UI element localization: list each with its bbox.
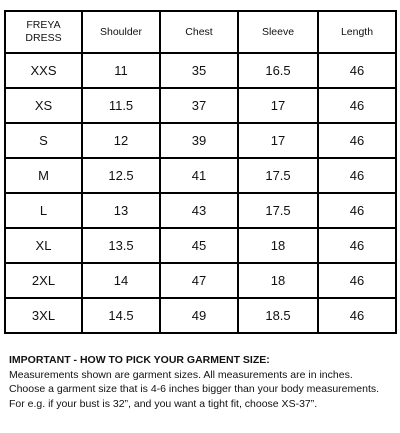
- size-cell: S: [5, 123, 82, 158]
- chest-cell: 41: [160, 158, 238, 193]
- sleeve-cell: 18: [238, 228, 318, 263]
- size-guide-notes: [9, 353, 395, 411]
- size-cell: XL: [5, 228, 82, 263]
- table-row: [5, 193, 396, 228]
- length-cell: 46: [318, 228, 396, 263]
- table-row: [5, 88, 396, 123]
- table-row: [5, 53, 396, 88]
- shoulder-cell: 12: [82, 123, 160, 158]
- shoulder-cell: 13: [82, 193, 160, 228]
- size-cell: L: [5, 193, 82, 228]
- column-header-length: Length: [318, 11, 396, 53]
- notes-line: Measurements shown are garment sizes. All measurements are in inches.: [9, 368, 353, 381]
- sleeve-cell: 16.5: [238, 53, 318, 88]
- size-cell: 2XL: [5, 263, 82, 298]
- notes-heading: IMPORTANT - HOW TO PICK YOUR GARMENT SIZE:: [9, 354, 270, 366]
- shoulder-cell: 12.5: [82, 158, 160, 193]
- length-cell: 46: [318, 88, 396, 123]
- table-row: [5, 158, 396, 193]
- length-cell: 46: [318, 158, 396, 193]
- sleeve-cell: 18: [238, 263, 318, 298]
- length-cell: 46: [318, 53, 396, 88]
- shoulder-cell: 11.5: [82, 88, 160, 123]
- length-cell: 46: [318, 263, 396, 298]
- shoulder-cell: 14.5: [82, 298, 160, 333]
- size-chart-table: [4, 10, 397, 334]
- table-row: [5, 263, 396, 298]
- notes-line: Choose a garment size that is 4-6 inches bigger than your body measurements.: [9, 383, 380, 395]
- chest-cell: 43: [160, 193, 238, 228]
- chest-cell: 35: [160, 53, 238, 88]
- sleeve-cell: 17: [238, 123, 318, 158]
- table-row: [5, 228, 396, 263]
- column-header-product: FREYA DRESS: [5, 11, 82, 53]
- chest-cell: 49: [160, 298, 238, 333]
- column-header-shoulder: Shoulder: [82, 11, 160, 53]
- sleeve-cell: 17.5: [238, 193, 318, 228]
- table-row: [5, 123, 396, 158]
- size-cell: M: [5, 158, 82, 193]
- length-cell: 46: [318, 298, 396, 333]
- size-cell: 3XL: [5, 298, 82, 333]
- sleeve-cell: 17: [238, 88, 318, 123]
- chest-cell: 47: [160, 263, 238, 298]
- length-cell: 46: [318, 193, 396, 228]
- chest-cell: 45: [160, 228, 238, 263]
- sleeve-cell: 18.5: [238, 298, 318, 333]
- size-cell: XXS: [5, 53, 82, 88]
- sleeve-cell: 17.5: [238, 158, 318, 193]
- size-cell: XS: [5, 88, 82, 123]
- column-header-sleeve: Sleeve: [238, 11, 318, 53]
- chest-cell: 37: [160, 88, 238, 123]
- shoulder-cell: 14: [82, 263, 160, 298]
- chest-cell: 39: [160, 123, 238, 158]
- notes-line: For e.g. if your bust is 32”, and you want a tight fit, choose XS-37”.: [9, 397, 318, 410]
- shoulder-cell: 13.5: [82, 228, 160, 263]
- table-header-row: [5, 11, 396, 53]
- shoulder-cell: 11: [82, 53, 160, 88]
- table-row: [5, 298, 396, 333]
- column-header-chest: Chest: [160, 11, 238, 53]
- length-cell: 46: [318, 123, 396, 158]
